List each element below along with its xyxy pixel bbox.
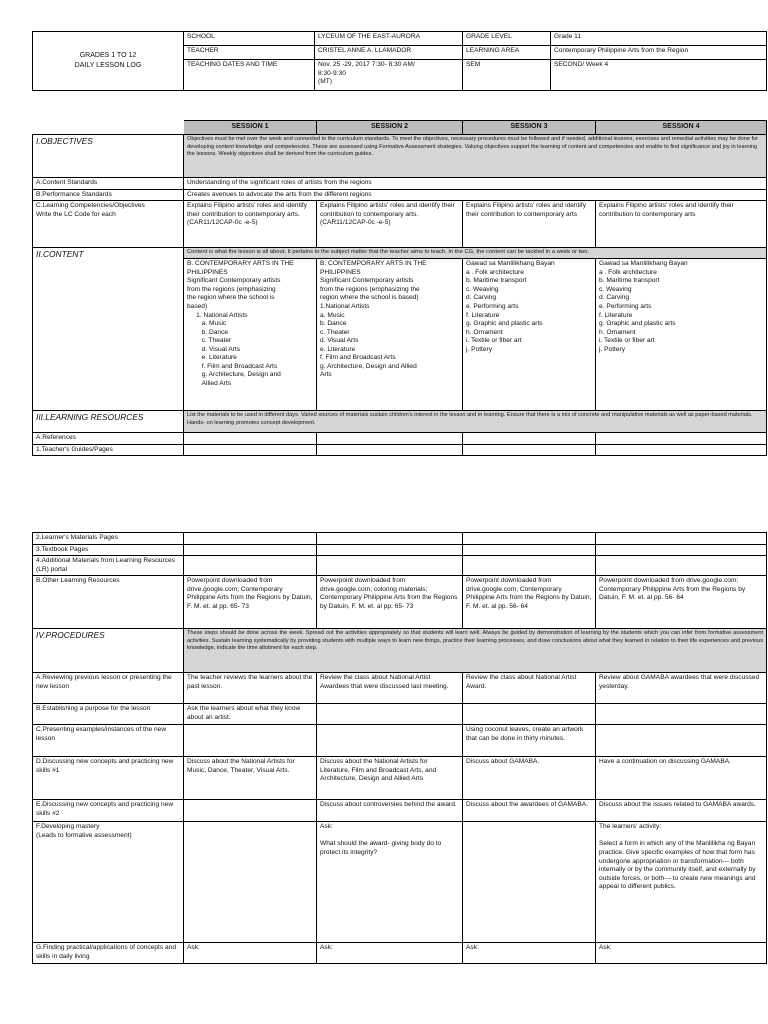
area-value: Contemporary Philippine Arts from the Region — [551, 46, 767, 60]
other-resources-session-3: Powerpoint downloaded from drive.google.com; Contemporary Philippine Arts from the Regions by Datuin, F. M. et. al pp. 56- 64 — [463, 576, 596, 629]
procedures-note: These steps should be done across the week. Spread out the activities appropriately so that students will learn well. Always be guided by demonstration of learning by the students which you can infer from formative assessment activities. Sustain learning systematically by providing students with multiple ways to learn new things, practice their learning processes, and draw conclusions about what they learned in relation to their life experiences and previous knowledge, indicate the time allotment for each step. — [184, 629, 767, 673]
content-line: d. Visual Arts — [187, 345, 241, 353]
proc-b-session-3 — [463, 704, 596, 725]
content-line: a. Music — [187, 320, 227, 328]
log-title: GRADES 1 TO 12 DAILY LESSON LOG — [33, 32, 184, 91]
content-line: j. Pottery — [466, 345, 493, 353]
content-line: d. Carving — [599, 294, 630, 302]
session-3-header: SESSION 3 — [463, 121, 596, 135]
session-1-header: SESSION 1 — [184, 121, 317, 135]
content-line: b. Maritime transport — [599, 277, 660, 285]
competencies-label: C.Learning Competencies/Objectives Write the LC Code for each — [33, 201, 184, 248]
content-session-1 — [184, 259, 317, 411]
content-line: i. Textile or fiber art — [466, 337, 522, 345]
proc-e-session-1 — [184, 800, 317, 822]
grade-label: GRADE LEVEL — [463, 32, 551, 46]
content-line: c. Weaving — [599, 285, 632, 293]
content-line: B. CONTEMPORARY ARTS IN THE — [320, 260, 427, 268]
proc-a-label: A.Reviewing previous lesson or presenting the new lesson — [33, 673, 184, 704]
additional-materials-label: 4.Additional Materials from Learning Resources (LR) portal — [33, 556, 184, 576]
content-line: i. Textile or fiber art — [599, 337, 655, 345]
content-line: Allied Arts — [187, 380, 231, 387]
content-line: h. Ornament — [466, 328, 503, 336]
content-session-3 — [463, 259, 596, 411]
sem-value: SECOND/ Week 4 — [551, 60, 767, 91]
other-resources-session-2: Powerpoint downloaded from drive.google.com; coloring materials; Contemporary Philippine Arts from the Regions by Datuin, F. M. et. al pp. 65- 73 — [317, 576, 463, 629]
content-line: f. Literature — [466, 311, 500, 319]
other-resources-label: B.Other Learning Resources — [33, 576, 184, 629]
resources-note: List the materials to be used in different days. Varied sources of materials sustain children's interest in the lesson and in learning. Ensure that there is a mix of concrete and manipulative materials as well as paper-based materials. Hands- on learning promotes concept development. — [184, 411, 767, 433]
proc-g-label: G.Finding practical/applications of concepts and skills in daily living — [33, 943, 184, 964]
content-line: f. Film and Broadcast Arts — [187, 362, 278, 370]
competency-session-1: Explains Filipino artists' roles and identify their contribution to contemporary arts. (CAR11/12CAP-0c -e-5) — [184, 201, 317, 248]
content-line: B. CONTEMPORARY ARTS IN THE — [187, 260, 294, 268]
content-line: Significant Contemporary artists — [320, 277, 414, 285]
proc-f-session-4: The learners' activity: Select a form in which any of the Manlilikha ng Bayan practice. Give specific examples of how that form has undergone appropriation or transformation--- both internally or by the community itself, and externally by outside forces, or both--- to create new meanings and appeal to different publics. — [596, 822, 767, 943]
content-line: h. Ornament — [599, 328, 636, 336]
other-resources-session-1: Powerpoint downloaded from drive.google.com; Contemporary Philippine Arts from the Regions by Datuin, F. M. et. al pp. 65- 73 — [184, 576, 317, 629]
content-line: region where the school is based) — [320, 294, 419, 302]
content-line: PHILIPPINES — [320, 268, 361, 276]
session-4-header: SESSION 4 — [596, 121, 767, 135]
content-line: g. Graphic and plastic arts — [466, 320, 543, 328]
grade-value: Grade 11 — [551, 32, 767, 46]
proc-b-session-4 — [596, 704, 767, 725]
content-line: b. Dance — [187, 328, 229, 336]
proc-b-session-2 — [317, 704, 463, 725]
content-line: Arts — [320, 371, 332, 379]
content-line: b. Maritime transport — [466, 277, 527, 285]
content-line: c. Weaving — [466, 285, 499, 293]
content-line: PHILIPPINES — [187, 268, 228, 276]
content-standards-label: A.Content Standards — [33, 178, 184, 190]
references-label: A.References — [33, 433, 184, 445]
objectives-note: Objectives must be met over the week and connected to the curriculum standards. To meet the objectives, necessary procedures must be followed and if needed, additional lessons, exercises and remedial activities may be done for developing content knowledge and competencies. These are assessed using Formative Assessment strategies. Valuing objectives support the learning of content and competencies and enable to find significance and joy in learning the lessons. Weekly objectives shall be derived from the curriculum guides. — [184, 135, 767, 178]
content-line: e. Performing arts — [466, 302, 519, 310]
content-line: from the regions (emphasizing the — [320, 285, 420, 293]
content-line: based) — [187, 302, 208, 310]
content-line: g. Architecture, Design and Allied — [320, 362, 417, 370]
proc-a-session-1: The teacher reviews the learners about the past lesson. — [184, 673, 317, 704]
proc-e-session-2: Discuss about controversies behind the award. — [317, 800, 463, 822]
content-line: Significant Contemporary artists — [187, 277, 281, 285]
content-session-4 — [596, 259, 767, 411]
teacher-value: CRISTEL ANNE A. LLAMADOR — [315, 46, 463, 60]
content-line: Gawad sa Manlilikhang Bayan — [599, 260, 688, 268]
content-line: d. Carving — [466, 294, 497, 302]
content-line: g. Architecture, Design and — [187, 371, 281, 379]
content-line: a. Music — [320, 311, 345, 319]
proc-f-session-2: Ask: What should the award- giving body do to protect its integrity? — [317, 822, 463, 943]
textbook-label: 3.Textbook Pages — [33, 544, 184, 556]
content-line: e. Performing arts — [599, 302, 652, 310]
proc-e-label: E.Discussing new concepts and practicing new skills #2 — [33, 800, 184, 822]
other-resources-session-4: Powerpoint downloaded from drive.google.com; Contemporary Philippine Arts from the Regions by Datuin, F. M. et. al pp. 56- 64 — [596, 576, 767, 629]
lesson-table-page-1 — [32, 120, 767, 456]
content-line: d. Visual Arts — [320, 337, 359, 345]
content-line: f. Literature — [599, 311, 633, 319]
content-line: the region where the school is — [187, 294, 275, 302]
proc-d-session-1: Discuss about the National Artists for Music, Dance, Theater, Visual Arts. — [184, 757, 317, 800]
content-session-2 — [317, 259, 463, 411]
proc-d-session-4: Have a continuation on discussing GAMABA. — [596, 757, 767, 800]
competency-session-3: Explains Filipino artists' roles and identify their contribution to contemporary arts — [463, 201, 596, 248]
competency-session-4: Explains Filipino artists' roles and identify their contribution to contemporary arts — [596, 201, 767, 248]
proc-c-session-2 — [317, 725, 463, 757]
content-line: 1.National Artists — [320, 302, 370, 310]
proc-e-session-4: Discuss about the issues related to GAMABA awards. — [596, 800, 767, 822]
teachers-guide-label: 1.Teacher's Guides/Pages — [33, 444, 184, 456]
school-value: LYCEUM OF THE EAST-AURORA — [315, 32, 463, 46]
proc-d-session-2: Discuss about the National Artists for Literature, Film and Broadcast Arts, and Architecture, Design and Allied Arts — [317, 757, 463, 800]
teacher-label: TEACHER — [184, 46, 315, 60]
proc-a-session-4: Review about GAMABA awardees that were discussed yesterday. — [596, 673, 767, 704]
proc-f-session-1 — [184, 822, 317, 943]
sem-label: SEM — [463, 60, 551, 91]
proc-f-label: F.Developing mastery (Leads to formative assessment) — [33, 822, 184, 943]
proc-c-label: C.Presenting examples/instances of the new lesson — [33, 725, 184, 757]
performance-standards-value: Creates avenues to advocate the arts from the different regions — [184, 189, 767, 201]
proc-c-session-1 — [184, 725, 317, 757]
content-line: c. Theater — [187, 337, 232, 345]
content-standards-value: Understanding of the significant roles of artists from the regions — [184, 178, 767, 190]
content-line: e. Literature — [320, 345, 356, 353]
objectives-heading: I.OBJECTIVES — [33, 135, 184, 178]
proc-d-label: D.Discussing new concepts and practicing new skills #1 — [33, 757, 184, 800]
proc-g-session-3: Ask: — [463, 943, 596, 964]
content-line: 1. National Artists — [187, 311, 248, 319]
session-2-header: SESSION 2 — [317, 121, 463, 135]
procedures-heading: IV.PROCEDURES — [33, 629, 184, 673]
resources-heading: III.LEARNING RESOURCES — [33, 411, 184, 433]
dates-label: TEACHING DATES AND TIME — [184, 60, 315, 91]
content-line: j. Pottery — [599, 345, 626, 353]
learners-materials-label: 2.Learner's Materials Pages — [33, 533, 184, 545]
proc-b-label: B.Establishing a purpose for the lesson — [33, 704, 184, 725]
proc-g-session-2: Ask: — [317, 943, 463, 964]
proc-g-session-1: Ask: — [184, 943, 317, 964]
proc-g-session-4: Ask: — [596, 943, 767, 964]
content-line: from the regions (emphasizing — [187, 285, 276, 293]
content-line: Gawad sa Manlilikhang Bayan — [466, 260, 555, 268]
proc-f-session-3 — [463, 822, 596, 943]
header-table — [32, 31, 767, 91]
content-line: c. Theater — [320, 328, 350, 336]
performance-standards-label: B.Performance Standards — [33, 189, 184, 201]
proc-b-session-1: Ask the learners about what they know about an artist. — [184, 704, 317, 725]
content-line: a . Folk architecture — [466, 268, 524, 276]
proc-e-session-3: Discuss about the awardees of GAMABA. — [463, 800, 596, 822]
content-note: Content is what the lesson is all about. It pertains to the subject matter that the teacher aims to teach. In the CG, the content can be tackled in a week or two. — [184, 248, 767, 259]
proc-c-session-4 — [596, 725, 767, 757]
proc-c-session-3: Using coconut leaves, create an artwork that can be done in thirty minutes. — [463, 725, 596, 757]
dates-value: Nov. 25 -29, 2017 7:30- 8:30 AM/ 8:30-9:30 (MT) — [315, 60, 463, 91]
proc-a-session-3: Review the class about National Artist Award. — [463, 673, 596, 704]
content-line: f. Film and Broadcast Arts — [320, 354, 396, 362]
proc-a-session-2: Review the class about National Artist Awardees that were discussed last meeting. — [317, 673, 463, 704]
content-line: g. Graphic and plastic arts — [599, 320, 676, 328]
competency-session-2: Explains Filipino artists' roles and identify their contribution to contemporary arts. (CAR11/12CAP-0c -e-5) — [317, 201, 463, 248]
area-label: LEARNING AREA — [463, 46, 551, 60]
school-label: SCHOOL — [184, 32, 315, 46]
content-heading: II.CONTENT — [33, 248, 184, 411]
content-line: b. Dance — [320, 320, 347, 328]
proc-d-session-3: Discuss about GAMABA. — [463, 757, 596, 800]
content-line: a . Folk architecture — [599, 268, 657, 276]
lesson-table-page-2 — [32, 532, 767, 964]
content-line: e. Literature — [187, 354, 237, 362]
